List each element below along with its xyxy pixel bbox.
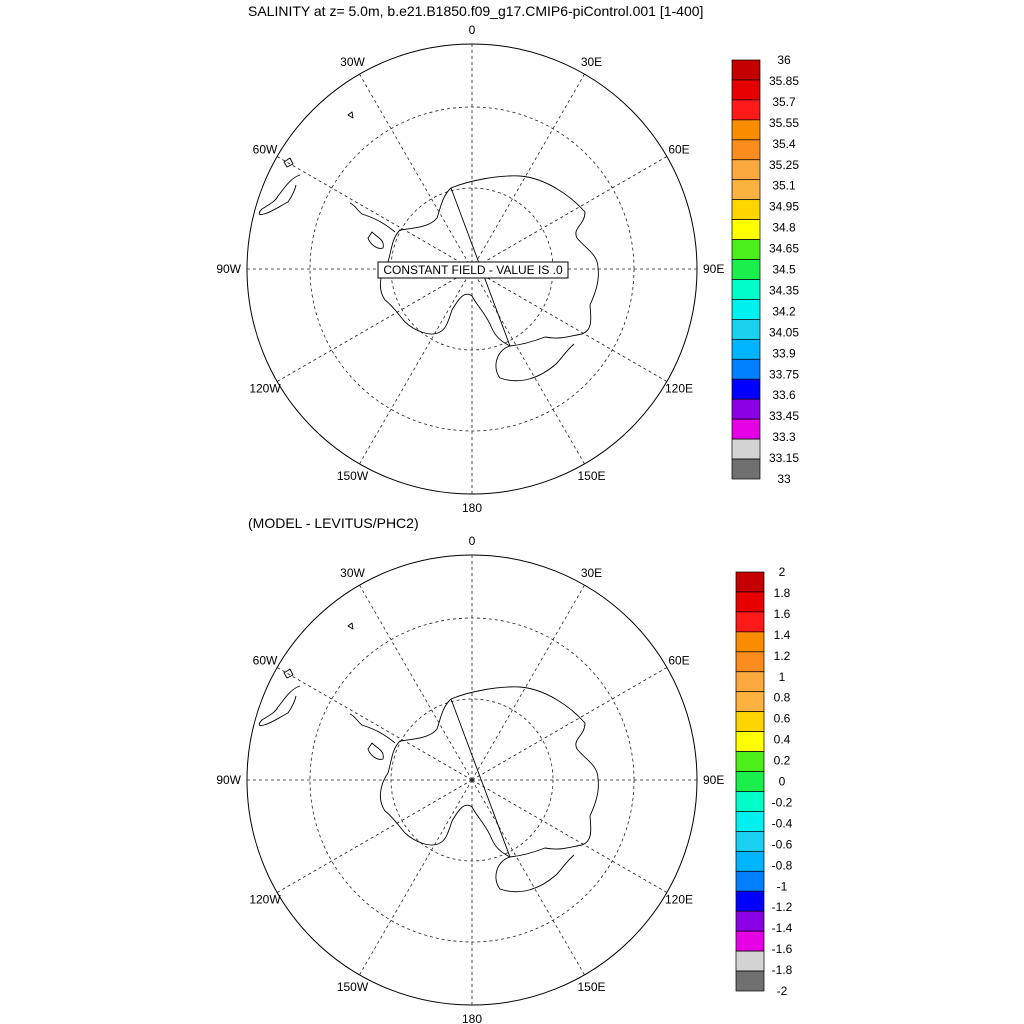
longitude-line (277, 157, 472, 270)
colorbar-swatch (732, 120, 760, 140)
colorbar-label: 34.2 (772, 304, 796, 319)
colorbar-swatch (732, 60, 760, 80)
colorbar-label: 34.95 (768, 199, 800, 214)
antarctic-peninsula (350, 203, 395, 248)
colorbar-label: -1.8 (771, 963, 793, 977)
longitude-line (472, 157, 667, 270)
colorbar (736, 565, 793, 998)
colorbar-label: 1.2 (773, 648, 791, 663)
longitude-line (360, 269, 473, 464)
colorbar-swatch (736, 971, 764, 991)
colorbar-swatch (732, 200, 760, 220)
longitude-label: 90E (703, 262, 725, 276)
longitude-label: 120E (664, 892, 694, 907)
longitude-label: 90W (216, 773, 241, 787)
colorbar-label: -0.2 (771, 795, 793, 810)
colorbar-swatch (736, 732, 764, 752)
colorbar-label: -0.8 (771, 858, 793, 873)
colorbar-label: 33.75 (768, 367, 800, 382)
colorbar-swatch (736, 712, 764, 732)
longitude-label: 180 (461, 501, 483, 515)
colorbar-label: 34.35 (768, 283, 800, 298)
longitude-line (360, 780, 473, 975)
panel-title: (MODEL - LEVITUS/PHC2) (248, 515, 419, 531)
colorbar-label: -0.6 (771, 837, 793, 852)
colorbar-label: -1.4 (771, 921, 793, 936)
colorbar-label: 33 (777, 472, 791, 486)
colorbar-swatch (732, 339, 760, 359)
colorbar-swatch (736, 632, 764, 652)
longitude-line (472, 780, 667, 893)
colorbar-label: 34.65 (768, 241, 800, 256)
colorbar-swatch (732, 299, 760, 319)
longitude-label: 150E (577, 980, 606, 994)
colorbar-label: 36 (777, 53, 791, 67)
colorbar-swatch (736, 592, 764, 612)
colorbar-label: 34.8 (772, 220, 796, 235)
antarctic-peninsula (350, 714, 395, 759)
colorbar-label: 1.8 (773, 586, 791, 600)
colorbar-swatch (732, 399, 760, 419)
colorbar-label: -0.4 (771, 816, 793, 831)
longitude-line (360, 585, 473, 780)
colorbar-swatch (732, 180, 760, 200)
colorbar-swatch (732, 160, 760, 180)
longitude-label: 60E (668, 142, 690, 157)
colorbar-swatch (732, 359, 760, 379)
colorbar-label: 2 (778, 565, 786, 579)
colorbar-label: 35.7 (772, 94, 796, 109)
colorbar-label: 0.8 (773, 690, 791, 705)
colorbar-swatch (732, 100, 760, 120)
longitude-label: 60E (668, 653, 690, 668)
longitude-label: 30E (580, 55, 603, 69)
colorbar-label: 33.3 (772, 430, 796, 445)
colorbar-label: 0.4 (773, 732, 791, 747)
colorbar-label: 35.1 (772, 178, 796, 193)
colorbar-swatch (736, 851, 764, 871)
colorbar-swatch (736, 811, 764, 831)
colorbar-swatch (732, 379, 760, 399)
longitude-label: 180 (461, 1012, 483, 1024)
colorbar-swatch (736, 931, 764, 951)
colorbar-label: 33.6 (772, 388, 796, 403)
longitude-label: 150W (336, 980, 369, 994)
longitude-label: 30W (340, 55, 365, 69)
colorbar-swatch (732, 240, 760, 260)
colorbar-swatch (732, 439, 760, 459)
colorbar-label: 35.55 (768, 115, 800, 130)
colorbar-swatch (732, 80, 760, 100)
longitude-line (472, 269, 667, 382)
longitude-line (360, 74, 473, 269)
longitude-line (472, 74, 585, 269)
colorbar-swatch (736, 652, 764, 672)
colorbar-label: 33.9 (772, 346, 796, 361)
colorbar-label: 1.6 (773, 606, 791, 621)
longitude-line (472, 780, 585, 975)
colorbar-swatch (732, 260, 760, 280)
colorbar-swatch (732, 419, 760, 439)
antarctica-coastline (380, 687, 598, 892)
colorbar-label: -2 (776, 984, 788, 998)
colorbar-swatch (736, 831, 764, 851)
colorbar-swatch (736, 772, 764, 792)
colorbar-swatch (736, 612, 764, 632)
colorbar-swatch (736, 891, 764, 911)
colorbar-label: -1.6 (771, 942, 793, 957)
panel-difference (216, 515, 792, 1024)
colorbar-swatch (732, 459, 760, 479)
colorbar-swatch (736, 752, 764, 772)
colorbar-label: -1.2 (771, 900, 793, 915)
longitude-line (277, 668, 472, 781)
colorbar-swatch (736, 871, 764, 891)
longitude-label: 150E (577, 469, 606, 483)
colorbar-label: 33.15 (768, 451, 800, 466)
longitude-label: 0 (468, 23, 476, 37)
colorbar-label: -1 (776, 879, 788, 894)
colorbar-label: 34.05 (768, 325, 800, 340)
colorbar-swatch (736, 692, 764, 712)
longitude-label: 30E (580, 566, 603, 580)
colorbar-label: 0 (778, 774, 786, 789)
colorbar-label: 0.6 (773, 711, 791, 726)
colorbar-label: 35.85 (768, 74, 800, 88)
longitude-line (277, 780, 472, 893)
longitude-label: 60W (252, 653, 278, 668)
colorbar-swatch (732, 319, 760, 339)
colorbar-label: 0.2 (773, 753, 791, 768)
colorbar-label: 34.5 (772, 262, 796, 277)
colorbar-swatch (736, 791, 764, 811)
longitude-label: 90E (703, 773, 725, 787)
colorbar-label: 35.25 (768, 157, 800, 172)
colorbar-swatch (732, 279, 760, 299)
longitude-label: 60W (252, 142, 278, 157)
constant-field-note (378, 262, 568, 278)
longitude-label: 120W (249, 381, 281, 396)
polar-map (216, 23, 724, 515)
colorbar-label: 35.4 (772, 136, 796, 151)
longitude-label: 30W (340, 566, 365, 580)
longitude-label: 120E (664, 381, 694, 396)
colorbar-swatch (736, 951, 764, 971)
longitude-label: 0 (468, 534, 476, 548)
note-text: CONSTANT FIELD - VALUE IS .0 (383, 263, 563, 277)
colorbar (732, 53, 799, 486)
colorbar-label: 33.45 (768, 409, 800, 424)
colorbar-swatch (732, 140, 760, 160)
panel-salinity (216, 3, 799, 515)
colorbar-label: 1.4 (773, 627, 791, 642)
colorbar-swatch (736, 572, 764, 592)
longitude-label: 120W (249, 892, 281, 907)
longitude-line (472, 668, 667, 781)
longitude-line (277, 269, 472, 382)
colorbar-swatch (736, 911, 764, 931)
panel-title: SALINITY at z= 5.0m, b.e21.B1850.f09_g17.CMIP6-piControl.001 [1-400] (248, 3, 704, 19)
longitude-label: 150W (336, 469, 369, 483)
longitude-line (472, 585, 585, 780)
polar-map (216, 534, 724, 1024)
colorbar-label: 1 (778, 669, 786, 684)
colorbar-swatch (736, 672, 764, 692)
longitude-line (472, 269, 585, 464)
graticule (247, 555, 697, 1005)
colorbar-swatch (732, 220, 760, 240)
longitude-label: 90W (216, 262, 241, 276)
